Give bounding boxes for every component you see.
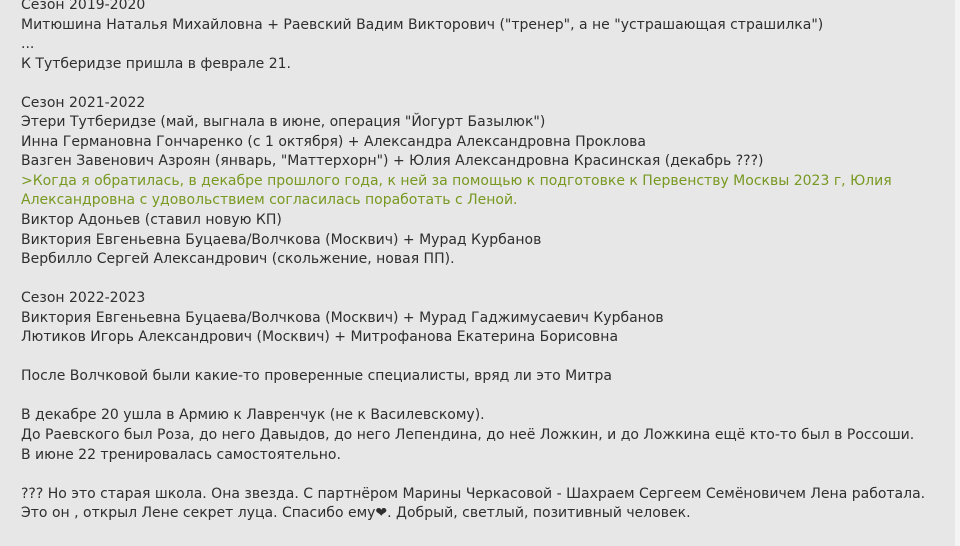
greentext-quote: >Когда я обратилась, в декабре прошлого года, к ней за помощью к подготовке к Первенству Москвы 2023 г, Юлия Александровна с удовольствием согласилась поработать с Леной. <box>21 172 892 209</box>
season-2021-2022-line-1: Этери Тутберидзе (май, выгнала в июне, операция "Йогурт Базылюк") <box>21 114 546 131</box>
season-2021-2022-heading: Сезон 2021-2022 <box>21 94 146 111</box>
blank-line <box>21 270 946 290</box>
history-line-2: До Раевского был Роза, до него Давыдов, до него Лепендина, до неё Ложкин, и до Ложкина ещё кто-то был в Россоши. <box>21 427 915 444</box>
season-2022-2023-line-1: Виктория Евгеньевна Буцаева/Волчкова (Москвич) + Мурад Гаджимусаевич Курбанов <box>21 309 664 326</box>
closing-line-2 <box>21 504 946 524</box>
after-volchkova-note: После Волчковой были какие-то проверенные специалисты, вряд ли это Митра <box>21 368 612 385</box>
season-2019-2020-coaches: Митюшина Наталья Михайловна + Раевский Вадим Викторович ("тренер", а не "устрашающая страшилка") <box>21 16 824 33</box>
closing-line-2-text: Это он , открыл Лене секрет луца. Спасибо ему <box>21 505 376 522</box>
blank-line <box>21 74 946 94</box>
closing-line-2-tail: . Добрый, светлый, позитивный человек. <box>387 505 691 522</box>
season-2021-2022-line-6: Вербилло Сергей Александрович (скольжение, новая ПП). <box>21 251 455 268</box>
tutberidze-note: К Тутберидзе пришла в феврале 21. <box>21 55 292 72</box>
season-2021-2022-line-2: Инна Германовна Гончаренко (с 1 октября) + Александра Александровна Проклова <box>21 133 646 150</box>
blank-line <box>21 348 946 368</box>
season-2021-2022-line-5: Виктория Евгеньевна Буцаева/Волчкова (Москвич) + Мурад Курбанов <box>21 231 542 248</box>
post-text <box>21 0 946 524</box>
ellipsis-line: ... <box>21 36 35 53</box>
season-2022-2023-heading: Сезон 2022-2023 <box>21 290 146 307</box>
season-2021-2022-line-4: Виктор Адоньев (ставил новую КП) <box>21 212 282 229</box>
season-2021-2022-line-3: Вазген Завенович Азроян (январь, "Маттерхорн") + Юлия Александровна Красинская (декабрь ???) <box>21 153 764 170</box>
blank-line <box>21 387 946 407</box>
blank-line <box>21 465 946 485</box>
history-line-3: В июне 22 тренировалась самостоятельно. <box>21 446 341 463</box>
closing-line-1: ??? Но это старая школа. Она звезда. С партнёром Марины Черкасовой - Шахраем Сергеем Семёновичем Лена работала. <box>21 485 926 502</box>
heart-icon: ❤ <box>375 505 388 522</box>
season-2022-2023-line-2: Лютиков Игорь Александрович (Москвич) + Митрофанова Екатерина Борисовна <box>21 329 619 346</box>
season-2019-2020-heading: Сезон 2019-2020 <box>21 0 146 13</box>
history-line-1: В декабре 20 ушла в Армию к Лавренчук (не к Василевскому). <box>21 407 485 424</box>
page-edge <box>955 0 960 546</box>
